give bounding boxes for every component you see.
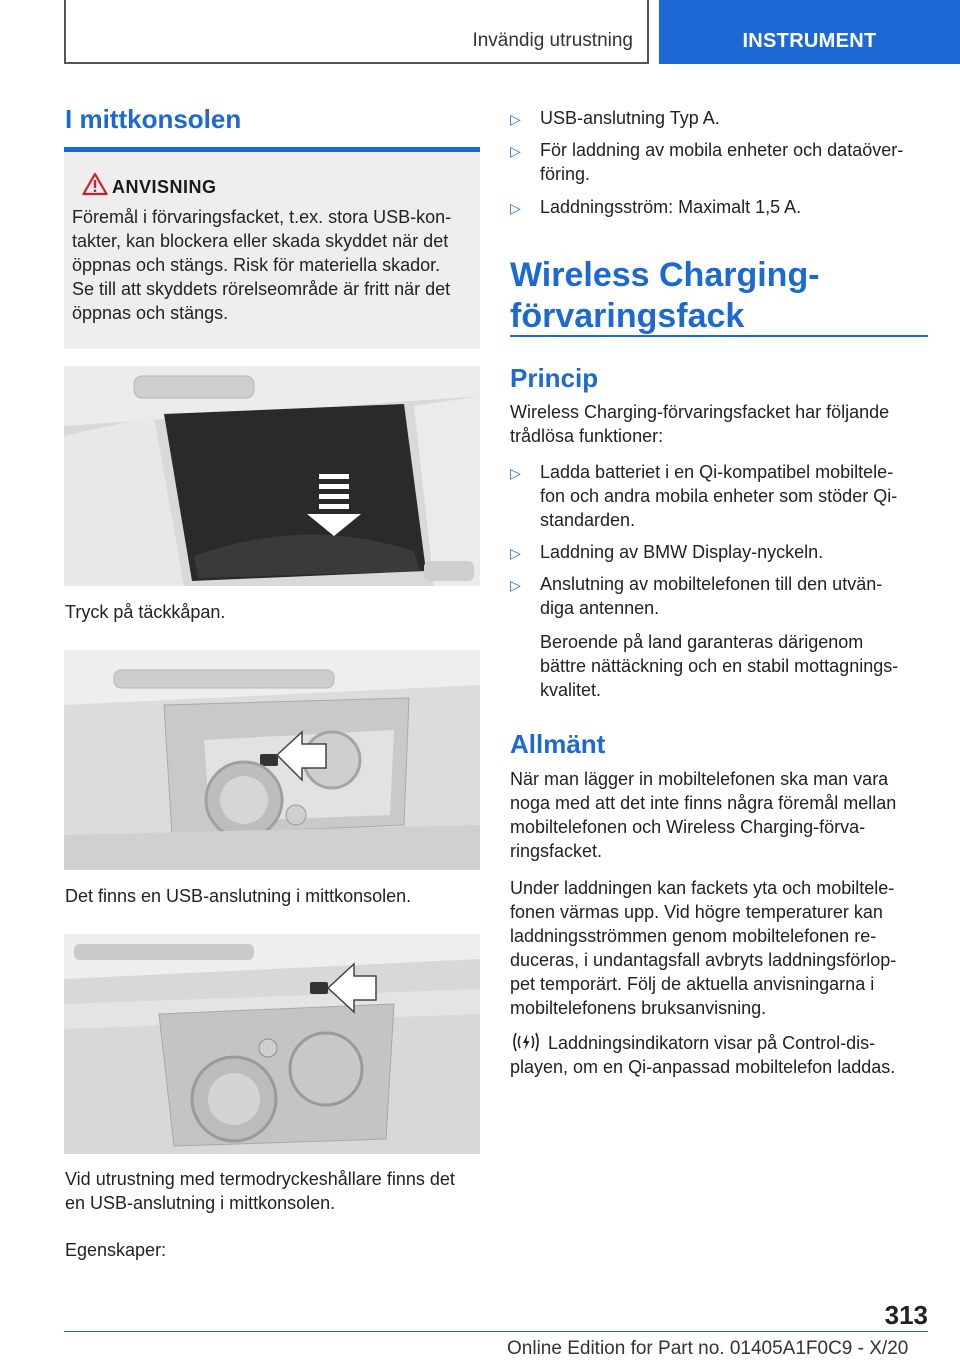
caption-1: Tryck på täckkåpan. — [65, 602, 226, 622]
list-item-text: Laddningsström: Maximalt 1,5 A. — [540, 197, 802, 217]
list-item-text: bättre nättäckning och en stabil mottagnings- — [540, 656, 899, 676]
page-title-line: förvaringsfack — [510, 297, 745, 335]
general-paragraph-2 — [510, 876, 930, 1020]
paragraph-line: laddningsströmmen genom mobiltelefonen re- — [510, 926, 877, 946]
principle-intro-line: trådlösa funktioner: — [510, 426, 664, 446]
warning-line: öppnas och stängs. Risk för materiella skador. — [72, 255, 441, 275]
paragraph-line: ringsfacket. — [510, 841, 603, 861]
list-item-text: kvalitet. — [540, 680, 602, 700]
principle-intro — [510, 400, 930, 448]
general-paragraph-1 — [510, 767, 930, 863]
bullet-triangle-icon: ▷ — [510, 200, 521, 216]
list-item-text: För laddning av mobila enheter och dataöver- — [540, 140, 904, 160]
page-title-line: Wireless Charging- — [510, 256, 820, 294]
list-item-text: USB-anslutning Typ A. — [540, 108, 720, 128]
header-section-box — [64, 0, 649, 64]
image-thermo-cupholder — [64, 934, 480, 1154]
warning-icon — [82, 172, 108, 196]
header-chapter-tab[interactable] — [659, 0, 960, 64]
caption-3-line: Vid utrustning med termodryckeshållare finns det — [65, 1169, 455, 1189]
list-item — [510, 195, 928, 219]
principle-intro-line: Wireless Charging-förvaringsfacket har följande — [510, 402, 890, 422]
list-item-text: diga antennen. — [540, 598, 660, 618]
warning-line: Se till att skyddets rörelseområde är fritt när det — [72, 279, 451, 299]
paragraph-line: pet temporärt. Följ de aktuella anvisningarna i — [510, 974, 875, 994]
caption-3 — [65, 1167, 485, 1215]
properties-label: Egenskaper: — [65, 1240, 167, 1260]
footer-edition: Online Edition for Part no. 01405A1F0C9 - X/20 — [507, 1338, 909, 1359]
paragraph-line: fonen värmas upp. Vid högre temperaturer kan — [510, 902, 883, 922]
general-heading: Allmänt — [510, 729, 606, 759]
list-item-continuation — [510, 630, 928, 702]
list-item — [510, 106, 928, 130]
bullet-triangle-icon: ▷ — [510, 465, 521, 481]
warning-line: takter, kan blockera eller skada skyddet när det — [72, 231, 449, 251]
warning-box — [64, 147, 480, 349]
paragraph-line: playen, om en Qi-anpassad mobiltelefon laddas. — [510, 1057, 896, 1077]
list-item — [510, 138, 928, 186]
list-item — [510, 540, 928, 564]
bullet-triangle-icon: ▷ — [510, 577, 521, 593]
paragraph-line: Laddningsindikatorn visar på Control-dis- — [548, 1033, 876, 1053]
title-divider — [510, 335, 928, 337]
indicator-paragraph — [510, 1031, 930, 1079]
paragraph-line: När man lägger in mobiltelefonen ska man vara — [510, 769, 889, 789]
list-item-text: fon och andra mobila enheter som stöder Qi- — [540, 486, 898, 506]
bullet-triangle-icon: ▷ — [510, 111, 521, 127]
footer-divider — [64, 1331, 928, 1332]
list-item — [510, 460, 928, 532]
bullet-triangle-icon: ▷ — [510, 545, 521, 561]
bullet-triangle-icon: ▷ — [510, 143, 521, 159]
list-item-text: Beroende på land garanteras därigenom — [540, 632, 864, 652]
paragraph-line: mobiltelefonens bruksanvisning. — [510, 998, 767, 1018]
list-item — [510, 572, 928, 620]
warning-title: ANVISNING — [112, 177, 217, 197]
caption-2: Det finns en USB-anslutning i mittkonsolen. — [65, 886, 412, 906]
caption-3-line: en USB-anslutning i mittkonsolen. — [65, 1193, 336, 1213]
section-heading: I mittkonsolen — [65, 104, 242, 134]
list-item-text: Laddning av BMW Display-nyckeln. — [540, 542, 824, 562]
paragraph-line: noga med att det inte finns några föremål mellan — [510, 793, 897, 813]
list-item-text: standarden. — [540, 510, 636, 530]
list-item-text: Ladda batteriet i en Qi-kompatibel mobiltele- — [540, 462, 894, 482]
image-usb-port — [64, 650, 480, 870]
image-cover-closed — [64, 366, 480, 586]
header-section-title: Invändig utrustning — [472, 30, 633, 51]
warning-line: Föremål i förvaringsfacket, t.ex. stora USB-kon- — [72, 207, 452, 227]
warning-text — [72, 205, 474, 325]
page-number: 313 — [884, 1300, 928, 1330]
warning-line: öppnas och stängs. — [72, 303, 229, 323]
page-title — [510, 255, 820, 337]
principle-heading: Princip — [510, 363, 599, 393]
header-chapter-title: INSTRUMENT — [742, 30, 877, 52]
paragraph-line: Under laddningen kan fackets yta och mobiltele- — [510, 878, 895, 898]
paragraph-line: duceras, i undantagsfall avbryts laddningsförlop- — [510, 950, 897, 970]
list-item-text: Anslutning av mobiltelefonen till den utvän- — [540, 574, 883, 594]
list-item-text: föring. — [540, 164, 591, 184]
paragraph-line: mobiltelefonen och Wireless Charging-förva- — [510, 817, 866, 837]
